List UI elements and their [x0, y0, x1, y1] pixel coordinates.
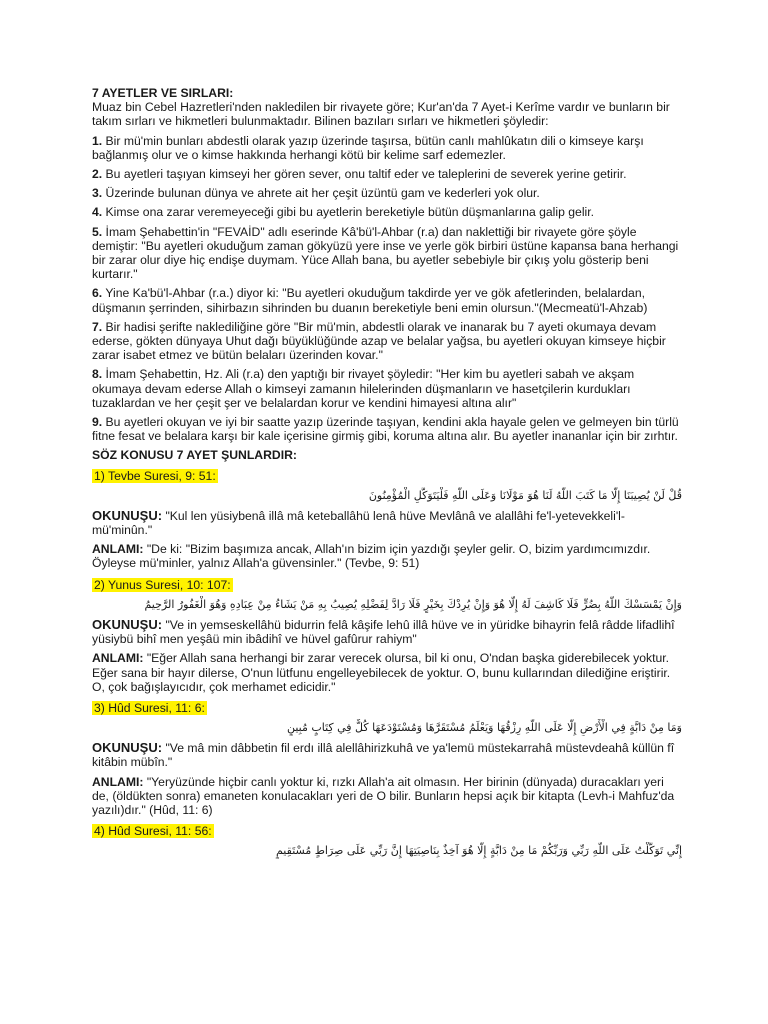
item-number: 6.: [92, 286, 103, 301]
item-number: 7.: [92, 319, 103, 334]
arabic-verse: قُلْ لَنْ يُصِيبَنَا إِلَّا مَا كَتَبَ اللَّهُ لَنَا هُوَ مَوْلَانَا وَعَلَى اللَّهِ فَلْيَتَوَكَّلِ الْمُؤْمِنُونَ: [368, 488, 682, 502]
okunus-paragraph: [92, 741, 682, 769]
arabic-verse: إِنِّي تَوَكَّلْتُ عَلَى اللَّهِ رَبِّي وَرَبِّكُمْ مَا مِنْ دَابَّةٍ إِلَّا هُوَ آخِذٌ بِنَاصِيَتِهَا إِنَّ رَبِّي عَلَى صِرَاطٍ مُسْتَقِيمٍ: [275, 844, 682, 858]
item-text: İmam Şehabettin'in "FEVAİD" adlı eserinde Kâ'bü'l-Ahbar (r.a) dan naklettiği bir rivayete göre şöyle demiştir: "Bu ayetleri okuduğum zaman gökyüzü yere inse ve yerle gök birbiri üstüne kapansa bana herhangi bir zarar olur diye hiç endişe duymam. Yüce Allah bana, bu ayetler sebebiyle bir çıkış yolu gösterip beni kurtarır.": [92, 224, 679, 282]
item-text: Bir mü'min bunları abdestli olarak yazıp üzerinde taşırsa, bütün canlı mahlûkatın dili o kimseye karşı bağlanmış olur ve o kimse hakkında herhangi kötü bir kelime sarf edemezler.: [92, 133, 644, 162]
arabic-verse: وَإِنْ يَمْسَسْكَ اللَّهُ بِضُرٍّ فَلَا كَاشِفَ لَهُ إِلَّا هُوَ وَإِنْ يُرِدْكَ بِخَيْرٍ فَلَا رَادَّ لِفَضْلِهِ يُصِيبُ بِهِ مَنْ يَشَاءُ مِنْ عِبَادِهِ وَهُوَ الْغَفُورُ الرَّحِيمُ: [144, 597, 682, 611]
list-item: [92, 205, 682, 219]
item-text: İmam Şehabettin, Hz. Ali (r.a) den yaptığı bir rivayet şöyledir: "Her kim bu ayetleri sabah ve akşam okumaya devam ederse Allah o kimseyi zamanın hilelerinden düşmanların ve hasetçilerin kurdukları tuzaklardan ve her çeşit şer ve belalardan korur ve kendini himayesi altına alır": [92, 367, 635, 410]
item-text: Üzerinde bulunan dünya ve ahrete ait her çeşit üzüntü gam ve kederleri yok olur.: [102, 186, 540, 201]
ayet-heading: 1) Tevbe Suresi, 9: 51:: [94, 468, 216, 483]
anlami-text: "Yeryüzünde hiçbir canlı yoktur ki, rızkı Allah'a ait olmasın. Her birinin (dünyada) duracakları yeri de, (öldükten sonra) emaneten konulacakları yeri de O bilir. Bunların hepsi açık bir kitapta (Levh-i Mahfuz'da yazılı)dır." (Hûd, 11: 6): [92, 774, 675, 817]
item-text: Bu ayetleri okuyan ve iyi bir saatte yazıp üzerinde taşıyan, kendini akla hayale gelen ve gelmeyen bin türlü fitne fesat ve belalara karşı bir kale içerisine girmiş gibi, koruma altına alır. Bu ayetler inananlar için bir zırhtır.: [92, 415, 679, 444]
item-number: 4.: [92, 205, 103, 220]
okunus-label: OKUNUŞU:: [92, 507, 163, 523]
list-item: [92, 415, 682, 443]
anlami-paragraph: [92, 542, 682, 570]
list-item: [92, 167, 682, 181]
anlami-text: "Eğer Allah sana herhangi bir zarar verecek olursa, bil ki onu, O'ndan başka giderebilecek yoktur. Eğer sana bir hayır dilerse, O'nun lütfunu engelleyebilecek de yoktur. O, bunu kullarından dilediğine eriştirir. O, çok bağışlayıcıdır, çok merhamet edicidir.": [92, 651, 671, 694]
item-text: Bu ayetleri taşıyan kimseyi her gören sever, onu taltif eder ve taleplerini de severek yerine getirir.: [102, 167, 627, 182]
anlami-paragraph: [92, 775, 682, 818]
ayet-block: [92, 699, 682, 817]
document-page: [92, 86, 682, 864]
list-item: [92, 286, 682, 314]
item-text: Kimse ona zarar veremeyeceği gibi bu ayetlerin bereketiyle bütün düşmanlarına galip gelir.: [102, 205, 595, 220]
section-title: SÖZ KONUSU 7 AYET ŞUNLARDIR:: [92, 448, 297, 463]
document-title: 7 AYETLER VE SIRLARI:: [92, 86, 234, 100]
item-number: 3.: [92, 186, 103, 201]
ayet-block: [92, 467, 682, 571]
anlami-label: ANLAMI:: [92, 651, 144, 666]
anlami-paragraph: [92, 651, 682, 694]
okunus-paragraph: [92, 509, 682, 537]
item-text: Yine Ka'bü'l-Ahbar (r.a.) diyor ki: "Bu ayetleri okuduğum takdirde yer ve gök afetlerinden, belalardan, düşmanın şerrinden, sihirbazın sihrinden bu duanın bereketiyle beni emin olursun."(Mecmeatü'l-Ahzab): [92, 286, 648, 315]
list-item: [92, 225, 682, 282]
item-number: 8.: [92, 367, 103, 382]
anlami-text: "De ki: "Bizim başımıza ancak, Allah'ın bizim için yazdığı şeyler gelir. O, bizim yardımcımızdır. Öyleyse mü'minler, yalnız Allah'a güvensinler." (Tevbe, 9: 51): [92, 542, 651, 571]
arabic-verse: وَمَا مِنْ دَابَّةٍ فِي الْأَرْضِ إِلَّا عَلَى اللَّهِ رِزْقُهَا وَيَعْلَمُ مُسْتَقَرَّهَا وَمُسْتَوْدَعَهَا كُلٌّ فِي كِتَابٍ مُبِينٍ: [286, 721, 682, 735]
ayet-heading: 3) Hûd Suresi, 11: 6:: [94, 700, 205, 715]
okunus-label: OKUNUŞU:: [92, 740, 163, 756]
ayet-heading: 4) Hûd Suresi, 11: 56:: [94, 824, 212, 839]
list-item: [92, 134, 682, 162]
okunus-text: "Ve in yemseskellâhü bidurrin felâ kâşife lehû illâ hüve ve in yüridke bihayrin felâ râdde lifadlihî yüsiybü bihî men yeşâü min ibâdihî ve hüvel gafûrur rahiym": [92, 617, 675, 647]
item-number: 1.: [92, 133, 103, 148]
intro-paragraph: Muaz bin Cebel Hazretleri'nden nakledilen bir rivayete göre; Kur'an'da 7 Ayet-i Kerîme vardır ve bunların bir takım sırları ve hikmetleri bulunmaktadır. Bilinen bazıları sırları ve hikmetleri şöyledir:: [92, 100, 670, 129]
item-number: 9.: [92, 415, 103, 430]
okunus-paragraph: [92, 618, 682, 646]
okunus-text: "Kul len yüsiybenâ illâ mâ keteballâhü lenâ hüve Mevlânâ ve alallâhi fe'l-yetevekkeli'l-mü'minûn.": [92, 508, 625, 538]
list-item: [92, 367, 682, 410]
ayet-block: [92, 576, 682, 694]
list-item: [92, 186, 682, 200]
item-text: Bir hadisi şerifte naklediliğine göre "Bir mü'min, abdestli olarak ve inanarak bu 7 ayeti okumaya devam ederse, gökten dünyaya Uhut dağı büyüklüğünde azap ve belalar yağsa, bu ayetleri okuyan kimseye hiçbir zarar isabet etmez ve bütün belaları üzerinden kovar.": [92, 319, 666, 363]
ayet-heading: 2) Yunus Suresi, 10: 107:: [94, 577, 231, 592]
anlami-label: ANLAMI:: [92, 774, 144, 789]
item-number: 5.: [92, 224, 103, 239]
okunus-label: OKUNUŞU:: [92, 616, 163, 632]
ayet-block: [92, 822, 682, 859]
anlami-label: ANLAMI:: [92, 542, 144, 557]
list-item: [92, 320, 682, 363]
item-number: 2.: [92, 167, 103, 182]
okunus-text: "Ve mâ min dâbbetin fil erdı illâ alellâhirizkuhâ ve ya'lemü müstekarrahâ müstevdeahâ küllün fî kitâbin mübîn.": [92, 741, 675, 770]
